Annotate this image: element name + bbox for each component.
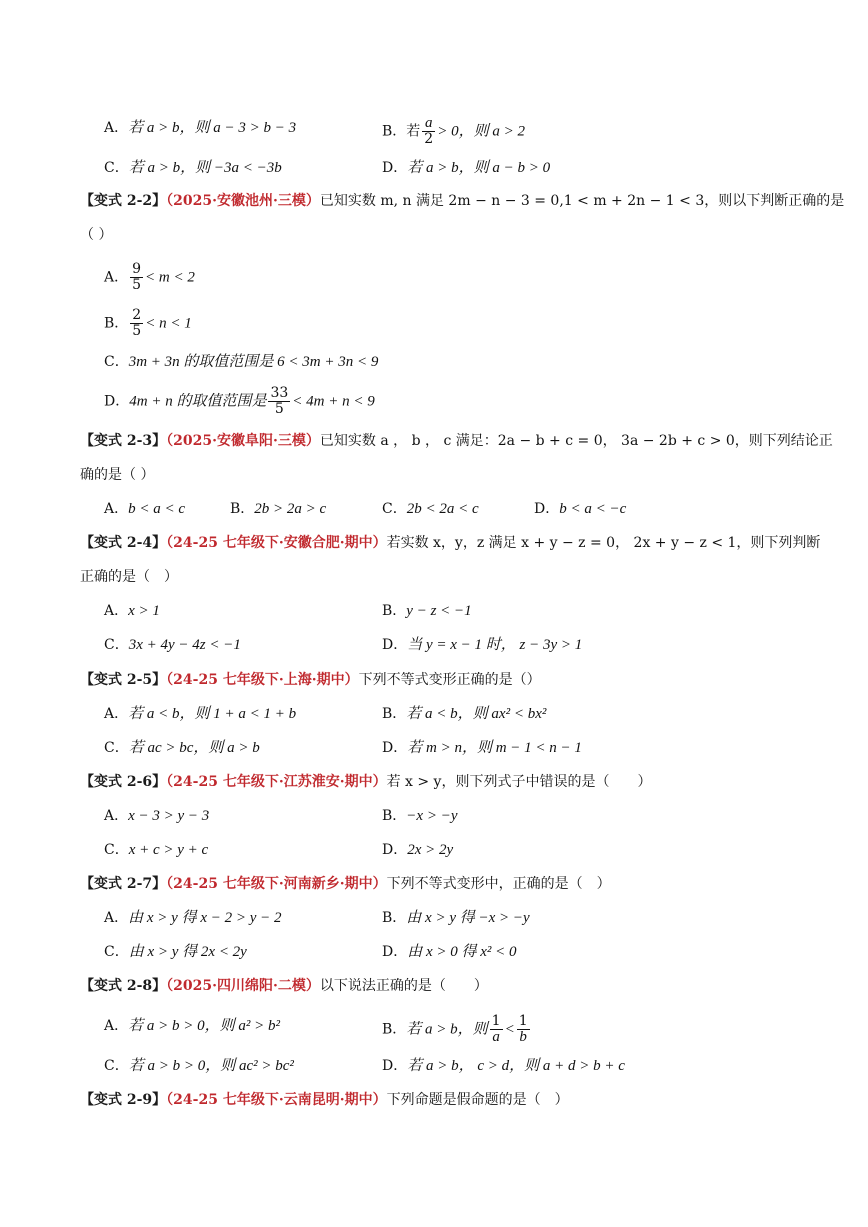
fraction-denominator: 5 — [274, 401, 284, 417]
option-label: B． — [382, 910, 407, 926]
option-a — [104, 262, 195, 293]
question-header — [80, 772, 651, 792]
fraction-denominator: 5 — [132, 277, 142, 293]
option-text: 2x > 2y — [407, 842, 454, 858]
question-source: （24-25 七年级下·河南新乡·期中） — [166, 876, 387, 892]
fraction — [517, 1014, 530, 1045]
option-text: b < a < c — [128, 501, 186, 517]
question-stem-cont: 正确的是（ ） — [80, 569, 178, 585]
question-stem: 下列命题是假命题的是（ ） — [386, 1092, 569, 1108]
option-text: 由 x > y 得 −x > −y — [406, 910, 530, 926]
question-stem-cont: （ ） — [80, 227, 113, 243]
fraction-numerator: 9 — [132, 261, 142, 277]
question-header — [80, 874, 611, 894]
option-a — [104, 601, 160, 621]
option-b — [104, 308, 192, 339]
option-b — [382, 116, 525, 147]
option-b — [382, 601, 472, 621]
option-c — [104, 738, 260, 758]
option-text: 由 x > 0 得 x² < 0 — [407, 944, 517, 960]
option-label: B． — [382, 123, 407, 140]
option-text-mid: < — [504, 1021, 515, 1038]
option-text-post: < 4m + n < 9 — [292, 393, 375, 410]
question-stem: 若 x > y，则下列式子中错误的是（ ） — [386, 774, 652, 790]
option-d — [382, 635, 582, 655]
option-text: 若 m > n，则 m − 1 < n − 1 — [407, 740, 582, 756]
option-text: 若 a > b， c > d，则 a + d > b + c — [407, 1058, 625, 1074]
question-header — [80, 1090, 569, 1110]
fraction — [422, 116, 435, 147]
option-a — [104, 499, 185, 519]
option-text: 2b < 2a < c — [406, 501, 479, 517]
option-text: 若 a > b > 0，则 a² > b² — [128, 1018, 280, 1034]
option-label: C． — [104, 740, 129, 756]
option-b — [230, 499, 326, 519]
fraction — [268, 386, 290, 417]
option-label: C． — [382, 501, 407, 517]
option-label: B． — [382, 706, 407, 722]
option-d — [382, 738, 582, 758]
question-source: （24-25 七年级下·上海·期中） — [166, 672, 359, 688]
option-text: x + c > y + c — [128, 842, 209, 858]
option-c — [104, 158, 282, 178]
option-label: A． — [104, 501, 129, 517]
option-a — [104, 806, 209, 826]
variant-tag: 【变式 2-9】 — [80, 1092, 167, 1108]
question-stem: 若实数 x，y，z 满足 x + y − z = 0， 2x + y − z < 1，则下列判断 — [386, 535, 821, 551]
option-text: 若 a < b，则 1 + a < 1 + b — [128, 706, 297, 722]
fraction-numerator: 2 — [132, 307, 142, 323]
option-b — [382, 1014, 532, 1045]
option-a — [104, 908, 282, 928]
fraction-denominator: 5 — [132, 323, 142, 339]
option-label: B． — [382, 808, 407, 824]
question-stem: 已知实数 m, n 满足 2m − n − 3 = 0,1 < m + 2n − 1 < 3，则以下判断正确的是 — [319, 193, 845, 209]
option-text-post: < n < 1 — [145, 315, 192, 332]
option-text: 若 a > b，则 a − 3 > b − 3 — [128, 120, 297, 136]
option-text-pre: 4m + n 的取值范围是 — [129, 393, 267, 410]
question-header — [80, 670, 541, 690]
question-source: （2025·四川绵阳·二模） — [166, 978, 320, 994]
option-c — [104, 352, 378, 372]
fraction-numerator: 1 — [491, 1013, 501, 1029]
question-stem: 已知实数 a ， b ， c 满足：2a − b + c = 0， 3a − 2b + c > 0，则下列结论正 — [319, 433, 833, 449]
option-text: 若 a > b > 0，则 ac² > bc² — [128, 1058, 294, 1074]
variant-tag: 【变式 2-5】 — [80, 672, 167, 688]
question-header — [80, 976, 488, 996]
variant-tag: 【变式 2-3】 — [80, 433, 167, 449]
option-label: C． — [104, 160, 129, 176]
option-text: 2b > 2a > c — [254, 501, 327, 517]
option-c — [104, 840, 208, 860]
option-text-post: < m < 2 — [145, 269, 195, 286]
option-a — [104, 118, 296, 138]
fraction-denominator: a — [492, 1029, 500, 1045]
variant-tag: 【变式 2-4】 — [80, 535, 167, 551]
option-d — [534, 499, 626, 519]
question-header — [80, 191, 844, 211]
question-stem: 下列不等式变形正确的是（） — [358, 672, 541, 688]
fraction-denominator: 2 — [424, 131, 434, 147]
question-source: （24-25 七年级下·安徽合肥·期中） — [166, 535, 387, 551]
question-stem-cont: 确的是（ ） — [80, 467, 155, 483]
option-text: 若 a < b，则 ax² < bx² — [406, 706, 547, 722]
option-label: B． — [382, 1021, 407, 1038]
variant-tag: 【变式 2-7】 — [80, 876, 167, 892]
question-stem: 以下说法正确的是（ ） — [319, 978, 488, 994]
option-label: B． — [230, 501, 255, 517]
option-c — [104, 942, 247, 962]
option-label: D． — [534, 501, 560, 517]
option-label: B． — [382, 603, 407, 619]
fraction — [130, 262, 143, 293]
option-text: 若 a > b，则 a − b > 0 — [407, 160, 551, 176]
option-label: D． — [382, 1058, 408, 1074]
option-text: 若 a > b，则 −3a < −3b — [128, 160, 282, 176]
option-label: A． — [104, 120, 129, 136]
option-label: C． — [104, 842, 129, 858]
option-text: 3x + 4y − 4z < −1 — [128, 637, 241, 653]
variant-tag: 【变式 2-6】 — [80, 774, 167, 790]
option-d — [382, 1056, 625, 1076]
option-c — [104, 1056, 294, 1076]
fraction-numerator: 1 — [518, 1013, 528, 1029]
option-text: 当 y = x − 1 时， z − 3y > 1 — [407, 637, 583, 653]
question-source: （2025·安徽阜阳·三模） — [166, 433, 320, 449]
option-text: b < a < −c — [559, 501, 627, 517]
question-stem: 下列不等式变形中，正确的是（ ） — [386, 876, 611, 892]
option-text: 3m + 3n 的取值范围是 6 < 3m + 3n < 9 — [128, 354, 379, 370]
option-label: D． — [382, 740, 408, 756]
option-b — [382, 704, 546, 724]
option-c — [382, 499, 479, 519]
option-text: 若 ac > bc，则 a > b — [128, 740, 260, 756]
option-d — [382, 840, 453, 860]
option-label: C． — [104, 1058, 129, 1074]
option-text-pre: 若 — [406, 123, 421, 140]
fraction — [130, 308, 143, 339]
option-d — [382, 158, 550, 178]
option-a — [104, 1016, 280, 1036]
fraction-numerator: 33 — [270, 385, 289, 401]
question-source: （2025·安徽池州·三模） — [166, 193, 320, 209]
option-label: D． — [382, 637, 408, 653]
option-label: A． — [104, 706, 129, 722]
option-label: C． — [104, 944, 129, 960]
option-text: x − 3 > y − 3 — [128, 808, 210, 824]
option-text: −x > −y — [406, 808, 458, 824]
option-d — [104, 386, 375, 417]
option-label: D． — [382, 842, 408, 858]
option-text: 由 x > y 得 x − 2 > y − 2 — [128, 910, 282, 926]
question-header — [80, 533, 820, 553]
question-header — [80, 431, 833, 451]
option-b — [382, 806, 457, 826]
option-a — [104, 704, 296, 724]
option-text: 由 x > y 得 2x < 2y — [128, 944, 247, 960]
option-d — [382, 942, 517, 962]
option-label: A． — [104, 603, 129, 619]
option-c — [104, 635, 241, 655]
fraction-denominator: b — [519, 1029, 527, 1045]
option-text-pre: 若 a > b，则 — [406, 1021, 488, 1038]
fraction — [490, 1014, 503, 1045]
option-b — [382, 908, 530, 928]
question-source: （24-25 七年级下·云南昆明·期中） — [166, 1092, 387, 1108]
option-text-post: > 0，则 a > 2 — [437, 123, 525, 140]
option-label: C． — [104, 354, 129, 370]
fraction-numerator: a — [422, 116, 435, 132]
option-label: A． — [104, 808, 129, 824]
option-text: x > 1 — [128, 603, 160, 619]
option-label: D． — [382, 160, 408, 176]
option-label: B． — [104, 315, 129, 332]
option-label: A． — [104, 1018, 129, 1034]
option-text: y − z < −1 — [406, 603, 472, 619]
option-label: A． — [104, 269, 129, 286]
option-label: D． — [104, 393, 130, 410]
question-source: （24-25 七年级下·江苏淮安·期中） — [166, 774, 387, 790]
option-label: C． — [104, 637, 129, 653]
variant-tag: 【变式 2-2】 — [80, 193, 167, 209]
option-label: A． — [104, 910, 129, 926]
option-label: D． — [382, 944, 408, 960]
variant-tag: 【变式 2-8】 — [80, 978, 167, 994]
